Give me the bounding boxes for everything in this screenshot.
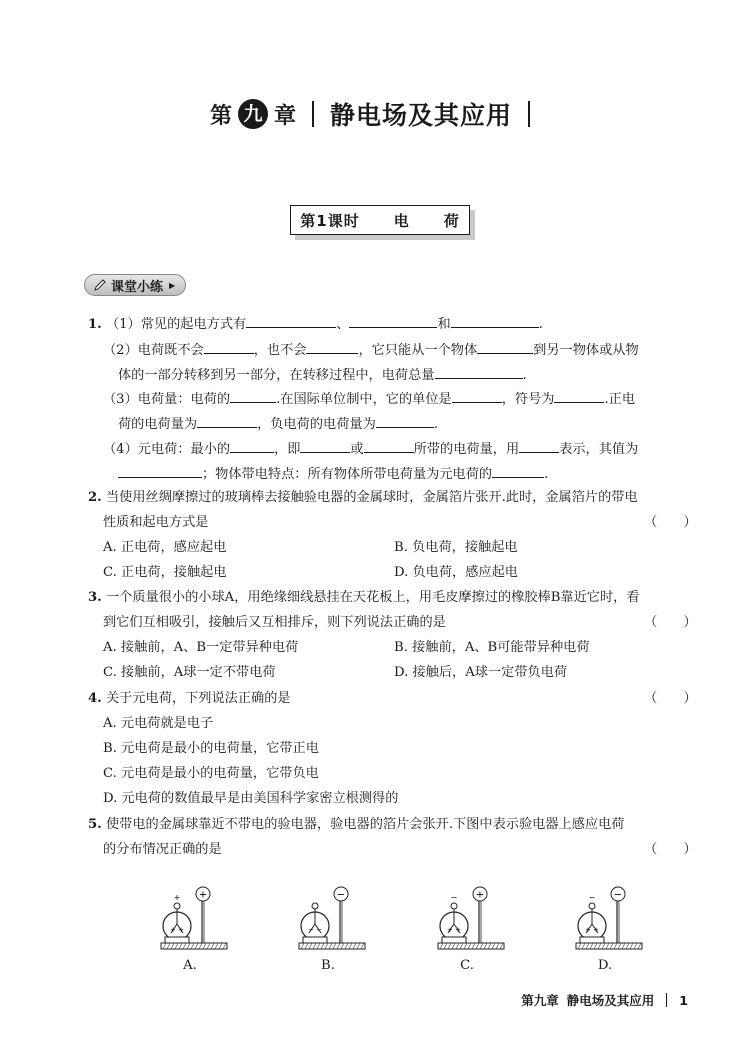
lesson-title [290,205,470,235]
chapter-number: 九 [238,99,268,129]
svg-text:+ +: + + [447,926,461,934]
q5-line-1: 5. 使带电的金属球靠近不带电的验电器，验电器的箔片会张开.下图中表示验电器上感应电荷 [88,817,625,832]
q5-number: 5. [88,817,102,832]
q1-line-5: 荷的电荷量为 ，负电荷的电荷量为 . [118,413,438,435]
electroscope-figure [293,886,383,952]
electroscope-figure [432,886,522,952]
answer-paren: （ ） [644,615,697,630]
q2-option-b: B. 负电荷，接触起电 [394,540,518,555]
q1-line-7: ；物体带电特点：所有物体所带电荷量为元电荷的 . [118,463,548,485]
q3-line-2: 到它们互相吸引，接触后又互相排斥，则下列说法正确的是 [103,615,446,630]
lesson-name-1: 电 [393,211,410,230]
svg-text:−: − [588,893,596,902]
q3-line-1: 3. 一个质量很小的小球A，用绝缘细线悬挂在天花板上，用毛皮摩擦过的橡胶棒B靠近它时，看 [88,590,640,605]
blank [230,438,274,453]
section-badge-label: 课堂小练 [111,279,164,295]
blank [306,339,358,354]
blank [477,339,533,354]
q4-number: 4. [88,691,102,706]
chapter-suffix: 章 [273,103,296,129]
blank [451,313,539,328]
blank [435,364,523,379]
answer-paren: （ ） [644,691,697,706]
q2-line-1: 2. 当使用丝绸摩擦过的玻璃棒去接触验电器的金属球时，金属箔片张开.此时，金属箔片的带电 [88,490,638,505]
section-badge [84,274,186,296]
blank [519,438,559,453]
q1-line-3: 体的一部分转移到另一部分，在转移过程中，电荷总量 . [118,364,527,386]
footer-title: 静电场及其应用 [566,993,655,1008]
page-number: 1 [679,992,688,1008]
q1-line-1: 1. （1）常见的起电方式有 、 和 . [88,313,543,335]
svg-text:−: − [613,889,623,901]
svg-text:− −: − − [308,926,322,934]
divider [312,101,314,127]
answer-paren: （ ） [644,515,697,530]
q3-option-a: A. 接触前，A、B一定带异种电荷 [103,640,299,655]
figure-label: C. [460,958,474,973]
q3-option-c: C. 接触前，A球一定不带电荷 [103,665,276,680]
q1-line-2: （2）电荷既不会 ，也不会 ，它只能从一个物体 到另一物体或从物 [103,339,639,361]
lesson-name-2: 荷 [443,211,460,230]
chapter-prefix: 第 [209,103,232,129]
q1-line-6: （4）元电荷：最小的 ，即 或 所带的电荷量，用 表示，其值为 [103,438,638,460]
svg-text:−: − [336,889,346,901]
svg-text:+: + [173,893,181,902]
answer-paren: （ ） [644,842,697,857]
page-footer [521,991,688,1009]
divider [528,101,530,127]
pencil-icon [93,278,107,292]
blank [364,438,414,453]
footer-chapter: 第九章 [521,993,559,1008]
figure-label: D. [597,958,613,973]
q5-line-2: 的分布情况正确的是 [103,842,222,857]
lesson-number: 第1课时 [300,211,360,230]
blank [300,438,350,453]
blank [452,388,502,403]
svg-text:+: + [198,889,208,901]
electroscope-figure [155,886,245,952]
blank [230,388,276,403]
blank [554,388,604,403]
svg-text:−: − [450,893,458,902]
figure-label: A. [183,958,197,973]
q4-option-a: A. 元电荷就是电子 [103,716,214,731]
blank [376,413,434,428]
q2-option-c: C. 正电荷，接触起电 [103,565,227,580]
arrow-right-icon: ▶ [169,280,176,290]
q4-option-d: D. 元电荷的数值最早是由美国科学家密立根测得的 [103,791,399,806]
q2-option-a: A. 正电荷，感应起电 [103,540,227,555]
q2-number: 2. [88,490,102,505]
q1-line-4: （3）电荷量：电荷的 .在国际单位制中，它的单位是 ，符号为 .正电 [103,388,635,410]
q4-option-c: C. 元电荷是最小的电荷量，它带负电 [103,766,319,781]
blank [197,413,257,428]
svg-text:+ +: + + [170,926,184,934]
electroscope-figure [570,886,660,952]
chapter-title: 静电场及其应用 [330,101,513,130]
q4-option-b: B. 元电荷是最小的电荷量，它带正电 [103,741,319,756]
svg-text:+: + [475,889,485,901]
q2-line-2: 性质和起电方式是 [103,515,209,530]
q3-option-d: D. 接触后，A球一定带负电荷 [394,665,568,680]
blank [204,339,254,354]
q3-number: 3. [88,590,102,605]
figure-label: B. [321,958,335,973]
blank [492,463,544,478]
blank [349,313,437,328]
blank [246,313,336,328]
blank [118,463,202,478]
footer-divider [666,993,667,1007]
q2-option-d: D. 负电荷，感应起电 [394,565,518,580]
q1-number: 1. [88,317,102,332]
svg-text:+ +: + + [585,926,599,934]
chapter-header [0,96,750,140]
q4-line-1: 4. 关于元电荷，下列说法正确的是 [88,691,291,706]
q3-option-b: B. 接触前，A、B可能带异种电荷 [394,640,590,655]
